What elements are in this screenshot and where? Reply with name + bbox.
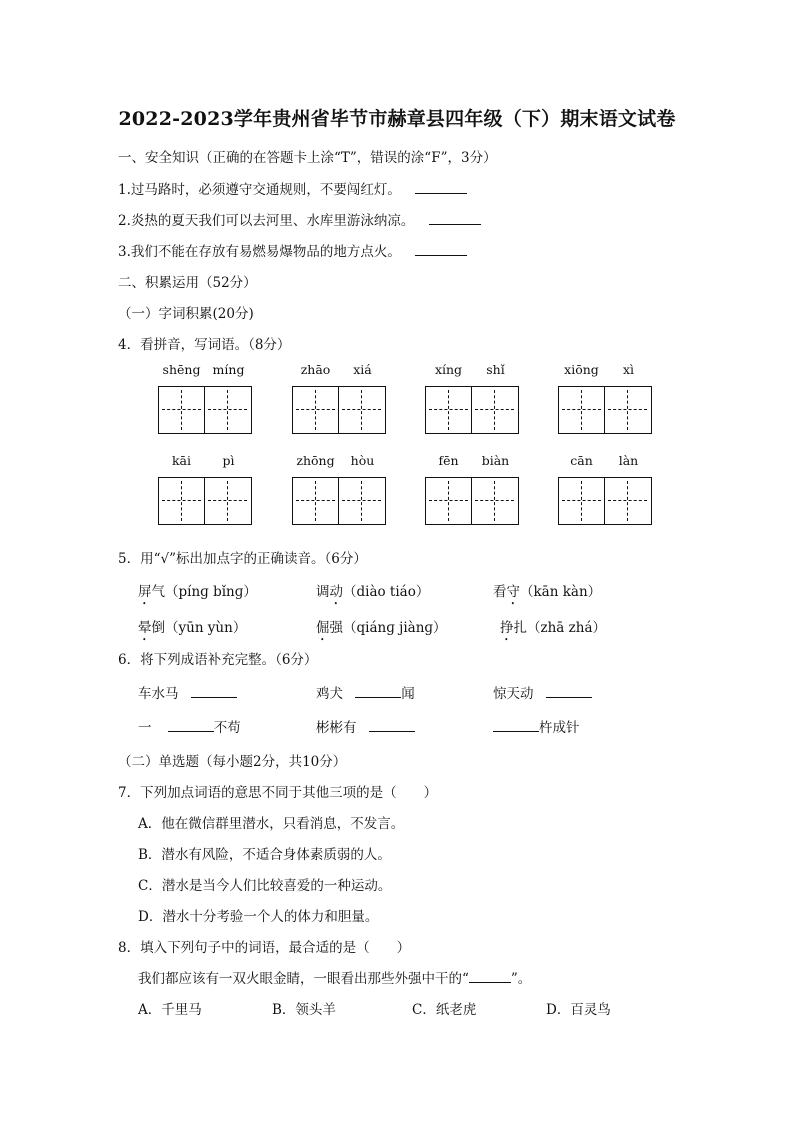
idiom-item-3: [493, 682, 592, 702]
question-6-stem: 6．将下列成语补充完整。（6分）: [118, 652, 318, 668]
tianzige-box[interactable]: [425, 477, 519, 525]
idiom-blank[interactable]: [546, 685, 592, 698]
idiom-text-tail: 闻: [401, 686, 415, 702]
guide-line: [448, 481, 449, 521]
tianzige-cell[interactable]: [159, 387, 205, 433]
guide-line: [448, 390, 449, 430]
pinyin-label: [292, 453, 386, 471]
pinyin-syllable: biàn: [481, 453, 510, 468]
question-7-option-b[interactable]: B．潜水有风险，不适合身体素质弱的人。: [138, 847, 391, 863]
sentence-text-tail: ”。: [510, 971, 532, 987]
pinyin-label: [158, 362, 252, 380]
tianzige-cell[interactable]: [426, 478, 472, 524]
idiom-blank[interactable]: [369, 719, 415, 732]
tianzige-cell[interactable]: [205, 387, 250, 433]
pinyin-syllable: xiōng: [564, 362, 599, 377]
question-7-option-c[interactable]: C．潜水是当今人们比较喜爱的一种运动。: [138, 878, 392, 894]
idiom-blank[interactable]: [493, 719, 539, 732]
tianzige-box[interactable]: [292, 477, 386, 525]
sentence-text: 我们都应该有一双火眼金睛，一眼看出那些外强中干的“: [138, 971, 469, 987]
question-7-option-d[interactable]: D．潜水十分考验一个人的体力和胆量。: [138, 909, 379, 925]
tianzige-cell[interactable]: [426, 387, 472, 433]
subsection-heading-vocabulary: （一）字词积累(20分): [118, 306, 254, 322]
guide-line: [181, 390, 182, 430]
idiom-item-6: [493, 716, 580, 736]
guide-line: [494, 390, 495, 430]
question-1-text: 1.过马路时，必须遵守交通规则，不要闯红灯。: [118, 182, 401, 198]
idiom-item-5: [316, 716, 415, 736]
pinyin-options[interactable]: （yūn yùn）: [165, 620, 247, 636]
tianzige-box[interactable]: [558, 477, 652, 525]
answer-blank-1[interactable]: [415, 181, 467, 194]
tianzige-cell[interactable]: [293, 478, 339, 524]
subsection-heading-choice: （二）单选题（每小题2分，共10分）: [118, 754, 347, 770]
pinyin-syllable: shēng: [162, 362, 201, 377]
answer-blank-3[interactable]: [415, 243, 467, 256]
idiom-blank[interactable]: [168, 719, 214, 732]
question-8-sentence: [138, 967, 531, 987]
dotted-character: 挣: [500, 620, 514, 636]
guide-line: [315, 390, 316, 430]
tianzige-cell[interactable]: [339, 387, 384, 433]
pinyin-syllable: xiá: [353, 362, 372, 377]
idiom-text-tail: 不苟: [213, 720, 241, 736]
guide-line: [581, 390, 582, 430]
tianzige-cell[interactable]: [605, 478, 650, 524]
pronunciation-item: [316, 580, 429, 608]
word-character: 强: [329, 620, 343, 636]
word-character: 倒: [151, 620, 165, 636]
word-character: 调: [316, 584, 330, 600]
pinyin-label: [292, 362, 386, 380]
pinyin-label: [558, 362, 652, 380]
tianzige-cell[interactable]: [205, 478, 250, 524]
pinyin-options[interactable]: （zhā zhá）: [527, 620, 607, 636]
idiom-item-2: [316, 682, 415, 702]
pinyin-options[interactable]: （diào tiáo）: [343, 584, 430, 600]
idiom-text: 彬彬有: [316, 720, 357, 736]
idiom-blank[interactable]: [191, 685, 237, 698]
tianzige-box[interactable]: [158, 477, 252, 525]
guide-line: [627, 390, 628, 430]
guide-line: [581, 481, 582, 521]
pronunciation-item: [316, 616, 447, 644]
word-character: 气: [151, 584, 165, 600]
guide-line: [227, 390, 228, 430]
dotted-character: 动: [329, 584, 343, 600]
tianzige-cell[interactable]: [559, 387, 605, 433]
dotted-character: 守: [506, 584, 520, 600]
dotted-character: 晕: [138, 620, 152, 636]
idiom-item-4: [138, 716, 241, 736]
pinyin-label: [558, 453, 652, 471]
pinyin-syllable: míng: [212, 362, 245, 377]
tianzige-cell[interactable]: [293, 387, 339, 433]
page-title: 2022-2023学年贵州省毕节市赫章县四年级（下）期末语文试卷: [118, 108, 676, 130]
tianzige-cell[interactable]: [339, 478, 384, 524]
tianzige-cell[interactable]: [605, 387, 650, 433]
idiom-text: 车水马: [138, 686, 179, 702]
section-heading-safety: 一、安全知识（正确的在答题卡上涂“T”，错误的涂“F”，3分）: [118, 150, 497, 166]
tianzige-cell[interactable]: [472, 478, 517, 524]
idiom-text: 惊天动: [493, 686, 534, 702]
question-7-option-a[interactable]: A．他在微信群里潜水，只看消息，不发言。: [138, 816, 405, 832]
guide-line: [227, 481, 228, 521]
tianzige-cell[interactable]: [472, 387, 517, 433]
tianzige-cell[interactable]: [559, 478, 605, 524]
word-character: 扎: [513, 620, 527, 636]
question-8-option-a[interactable]: A．千里马: [138, 1002, 202, 1018]
tianzige-cell[interactable]: [159, 478, 205, 524]
sentence-blank[interactable]: [469, 970, 511, 983]
pinyin-options[interactable]: （kān kàn）: [520, 584, 602, 600]
question-2-text: 2.炎热的夏天我们可以去河里、水库里游泳纳凉。: [118, 213, 415, 229]
tianzige-box[interactable]: [292, 386, 386, 434]
tianzige-box[interactable]: [425, 386, 519, 434]
pinyin-options[interactable]: （pínɡ bǐnɡ）: [165, 584, 257, 600]
pinyin-label: [425, 453, 519, 471]
question-7-stem: 7．下列加点词语的意思不同于其他三项的是（ ）: [118, 785, 438, 801]
tianzige-box[interactable]: [558, 386, 652, 434]
tianzige-box[interactable]: [158, 386, 252, 434]
pinyin-options[interactable]: （qiánɡ jiànɡ）: [343, 620, 447, 636]
idiom-text: 鸡犬: [316, 686, 343, 702]
word-character: 看: [493, 584, 507, 600]
guide-line: [315, 481, 316, 521]
pinyin-syllable: fēn: [438, 453, 459, 468]
question-1: [118, 178, 467, 198]
pinyin-syllable: xì: [622, 362, 635, 377]
pinyin-syllable: làn: [618, 453, 639, 468]
guide-line: [494, 481, 495, 521]
guide-line: [361, 481, 362, 521]
pinyin-label: [158, 453, 252, 471]
idiom-item-1: [138, 682, 237, 702]
idiom-text: 一: [138, 720, 152, 736]
pinyin-syllable: cān: [570, 453, 593, 468]
pinyin-label: [425, 362, 519, 380]
pinyin-syllable: shǐ: [486, 362, 505, 377]
dotted-character: 屏: [138, 584, 152, 600]
question-8-option-d[interactable]: D．百灵鸟: [546, 1002, 611, 1018]
question-8-option-b[interactable]: B．领头羊: [272, 1002, 336, 1018]
question-4-stem: 4．看拼音，写词语。（8分）: [118, 337, 291, 353]
pronunciation-item: [138, 580, 257, 608]
question-3: [118, 240, 467, 260]
pinyin-syllable: xíng: [434, 362, 463, 377]
question-5-stem: 5．用“√”标出加点字的正确读音。（6分）: [118, 551, 367, 567]
question-2: [118, 209, 481, 229]
section-heading-accumulation: 二、积累运用（52分）: [118, 275, 257, 291]
guide-line: [181, 481, 182, 521]
dotted-character: 倔: [316, 620, 330, 636]
pinyin-syllable: hòu: [350, 453, 375, 468]
pronunciation-item: [138, 616, 246, 644]
pinyin-syllable: kāi: [171, 453, 192, 468]
pinyin-syllable: zhāo: [300, 362, 331, 377]
guide-line: [361, 390, 362, 430]
question-8-stem: 8．填入下列句子中的词语，最合适的是（ ）: [118, 940, 411, 956]
pinyin-syllable: pì: [222, 453, 235, 468]
question-8-option-c[interactable]: C．纸老虎: [412, 1002, 477, 1018]
question-3-text: 3.我们不能在存放有易燃易爆物品的地方点火。: [118, 244, 401, 260]
pronunciation-item: [493, 580, 601, 608]
idiom-text-tail: 杵成针: [539, 720, 580, 736]
answer-blank-2[interactable]: [429, 212, 481, 225]
idiom-blank[interactable]: [355, 685, 401, 698]
guide-line: [627, 481, 628, 521]
pinyin-syllable: zhōng: [296, 453, 335, 468]
pronunciation-item: [500, 616, 606, 644]
